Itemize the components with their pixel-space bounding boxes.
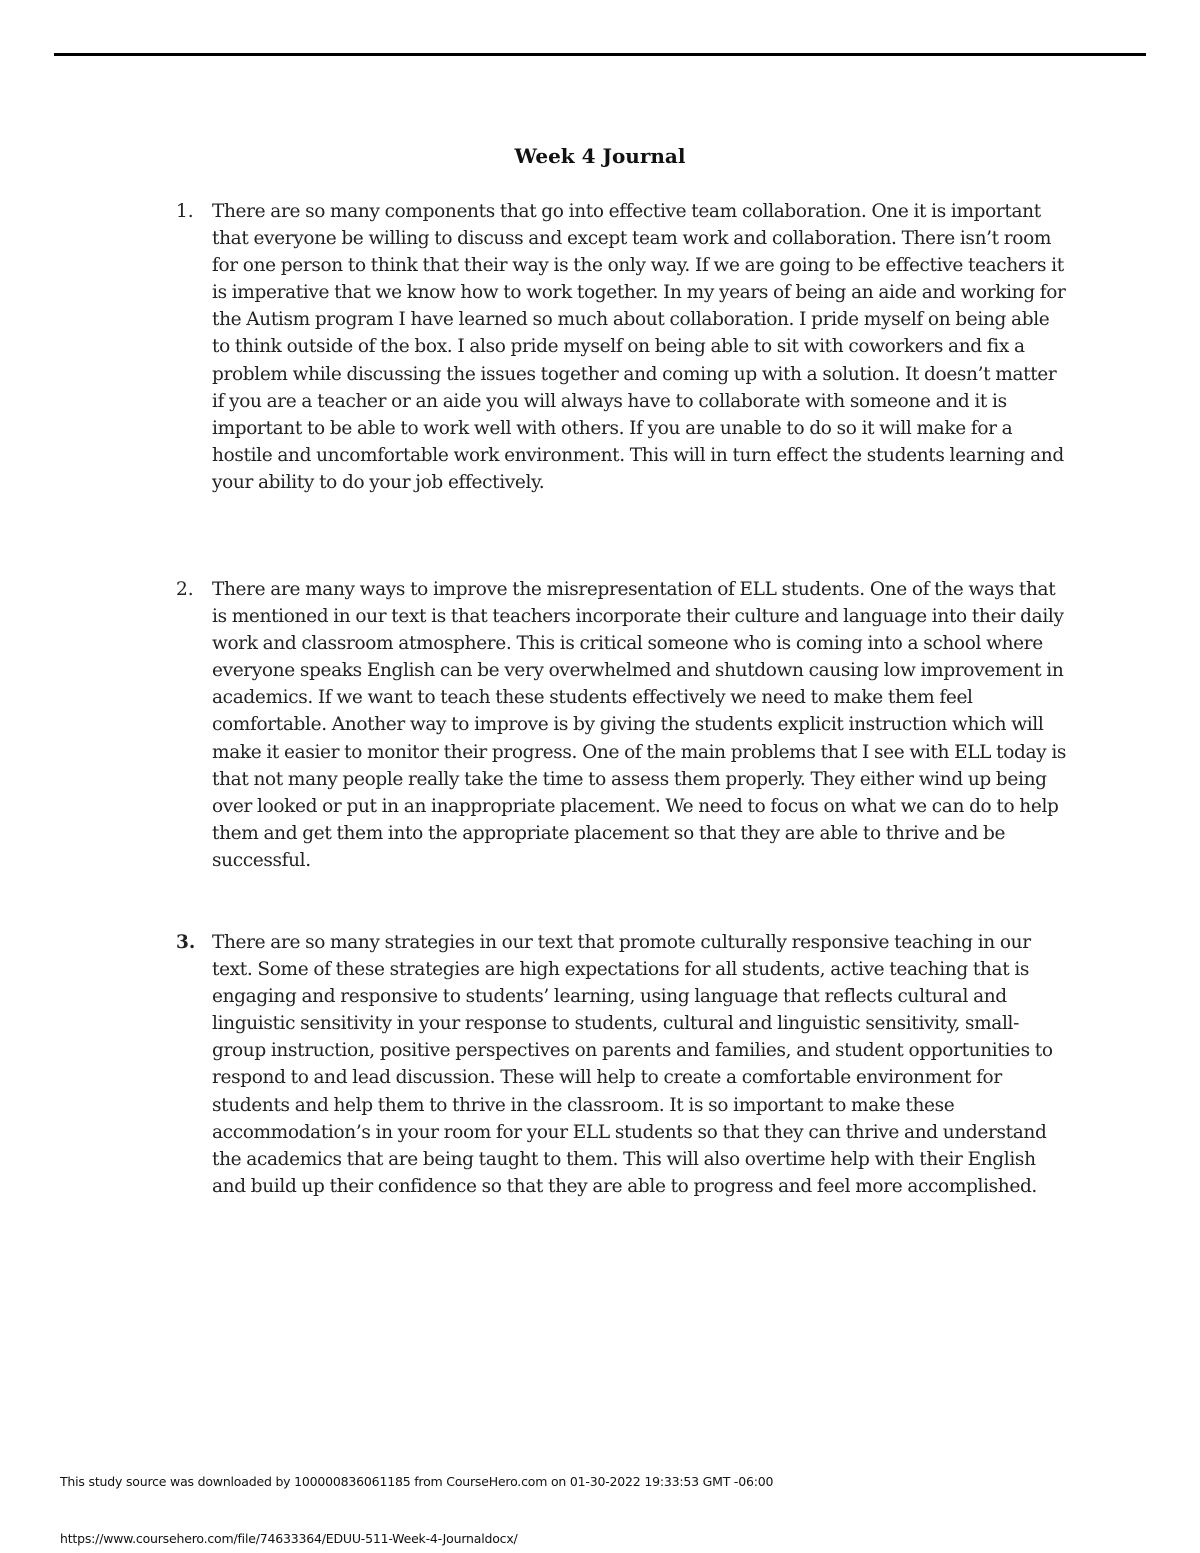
item-text: There are many ways to improve the misrepresentation of ELL students. One of the ways that is mentioned in our text is that teachers incorporate their culture and language into their daily work and classroom atmosphere. This is critical someone who is coming into a school where everyone speaks English can be very overwhelmed and shutdown causing low improvement in academics. If we want to teach these students effectively we need to make them feel comfortable. Another way to improve is by giving the students explicit instruction which will make it easier to monitor their progress. One of the main problems that I see with ELL today is that not many people really take the time to assess them properly. They either wind up being over looked or put in an inappropriate placement. We need to focus on what we can do to help them and get them into the appropriate placement so that they are able to thrive and be successful. bbox=[212, 579, 1067, 871]
item-text: There are so many components that go into effective team collaboration. One it is important that everyone be willing to discuss and except team work and collaboration. There isn’t room for one person to think that their way is the only way. If we are going to be effective teachers it is imperative that we know how to work together. In my years of being an aide and working for the Autism program I have learned so much about collaboration. I pride myself on being able to think outside of the box. I also pride myself on being able to sit with coworkers and fix a problem while discussing the issues together and coming up with a solution. It doesn’t matter if you are a teacher or an aide you will always have to collaborate with someone and it is important to be able to work well with others. If you are unable to do so it will make for a hostile and uncomfortable work environment. This will in turn effect the students learning and your ability to do your job effectively. bbox=[212, 201, 1066, 493]
item-number: 2. bbox=[176, 579, 194, 600]
source-url: https://www.coursehero.com/file/74633364/EDUU-511-Week-4-Journaldocx/ bbox=[60, 1531, 518, 1546]
journal-item-1 bbox=[172, 198, 1072, 496]
journal-item-3 bbox=[172, 929, 1072, 1200]
item-number: 3. bbox=[176, 932, 196, 953]
document-title: Week 4 Journal bbox=[514, 144, 686, 168]
download-source-note: This study source was downloaded by 100000836061185 from CourseHero.com on 01-30-2022 19:33:53 GMT -06:00 bbox=[60, 1474, 774, 1489]
journal-item-2 bbox=[172, 576, 1072, 874]
top-horizontal-rule bbox=[54, 53, 1146, 56]
item-number: 1. bbox=[176, 201, 194, 222]
item-text: There are so many strategies in our text that promote culturally responsive teaching in our text. Some of these strategies are high expectations for all students, active teaching that is engaging and responsive to students’ learning, using language that reflects cultural and linguistic sensitivity in your response to students, cultural and linguistic sensitivity, small-group instruction, positive perspectives on parents and families, and student opportunities to respond to and lead discussion. These will help to create a comfortable environment for students and help them to thrive in the classroom. It is so important to make these accommodation’s in your room for your ELL students so that they can thrive and understand the academics that are being taught to them. This will also overtime help with their English and build up their confidence so that they are able to progress and feel more accomplished. bbox=[212, 932, 1053, 1197]
